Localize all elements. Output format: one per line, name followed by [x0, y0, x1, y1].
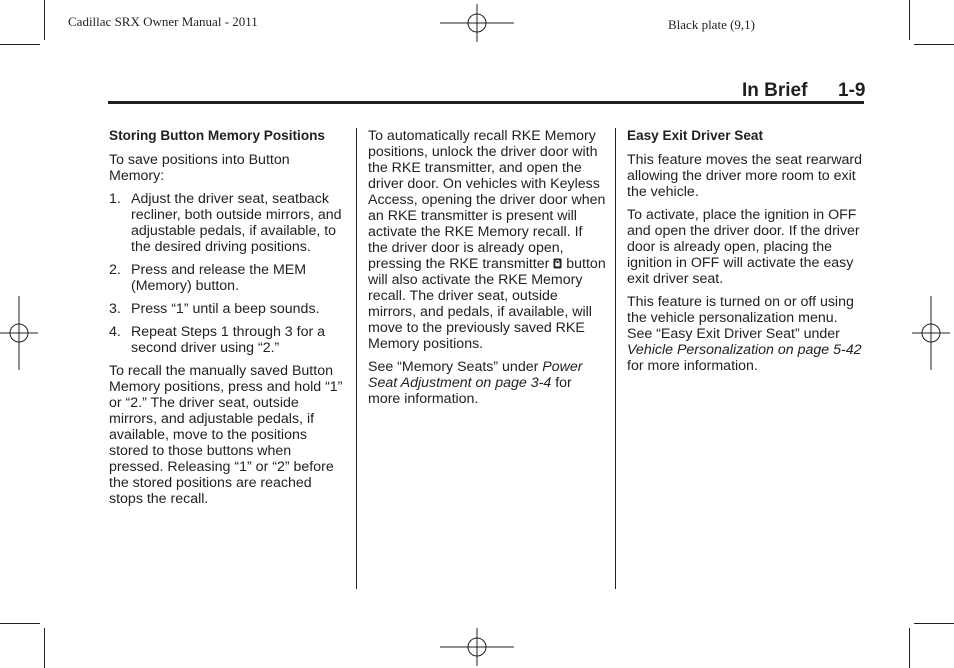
column-divider: [615, 128, 616, 589]
text-span: button will also activate the RKE Memory recall. The driver seat, outside mirrors, and pedals, if available, will move to the previously saved RKE Memory positions.: [368, 256, 606, 352]
registration-mark-icon: [912, 296, 950, 370]
list-item: [109, 324, 345, 356]
column-divider: [356, 128, 357, 589]
text-span: To automatically recall RKE Memory positions, unlock the driver door with the RKE transmitter, and open the driver door. On vehicles with Keyless Access, opening the driver door when an RKE transmitter is present will activate the RKE Memory recall. If the driver door is already open, pressing the RKE transmitter: [368, 128, 606, 272]
registration-mark-icon: [440, 4, 514, 42]
paragraph: To recall the manually saved Button Memory positions, press and hold “1” or “2.” The driver seat, outside mirrors, and adjustable pedals, if available, move to the positions stored to those buttons when pressed. Releasing “1” or “2” before the stored positions are reached stops the recall.: [109, 363, 343, 507]
crop-mark: [0, 623, 40, 624]
crop-mark: [44, 628, 45, 668]
paragraph: [368, 128, 606, 352]
cross-reference-link[interactable]: Power Seat Adjustment on page 3-4: [368, 359, 583, 391]
section-heading: Storing Button Memory Positions: [109, 128, 325, 143]
crop-mark: [0, 44, 40, 45]
section-title: In Brief: [742, 80, 808, 101]
crop-mark: [909, 628, 910, 668]
list-item: [109, 301, 345, 317]
step-text: Repeat Steps 1 through 3 for a second driver using “2.”: [131, 324, 326, 356]
cross-reference-link[interactable]: Vehicle Personalization on page 5-42: [627, 342, 862, 358]
registration-mark-icon: [0, 296, 38, 370]
list-item: [109, 191, 345, 255]
list-item: [109, 262, 345, 294]
column-3: [627, 128, 865, 381]
paragraph: [368, 359, 606, 407]
lock-icon: [553, 258, 562, 269]
text-span: for more information.: [627, 358, 758, 374]
step-text: Adjust the driver seat, seatback recliner, both outside mirrors, and adjustable pedals, if available, to the desired driving positions.: [131, 191, 342, 255]
section-heading: Easy Exit Driver Seat: [627, 128, 764, 143]
text-span: See “Memory Seats” under: [368, 359, 543, 375]
step-text: Press and release the MEM (Memory) button.: [131, 262, 307, 294]
header-rule: [108, 101, 864, 104]
column-1: [109, 128, 345, 514]
page-number: 1-9: [838, 80, 866, 101]
crop-mark: [44, 0, 45, 40]
crop-mark: [914, 623, 954, 624]
step-number: 2.: [109, 262, 121, 278]
step-number: 1.: [109, 191, 121, 207]
paragraph: To activate, place the ignition in OFF and open the driver door. If the driver door is already open, placing the ignition in OFF will activate the easy exit driver seat.: [627, 207, 860, 287]
registration-mark-icon: [440, 628, 514, 666]
crop-mark: [914, 44, 954, 45]
text-span: for more information.: [368, 375, 572, 407]
text-span: This feature is turned on or off using the vehicle personalization menu. See “Easy Exit Driver Seat” under: [627, 294, 854, 342]
step-number: 4.: [109, 324, 121, 340]
crop-mark: [909, 0, 910, 40]
paragraph: To save positions into Button Memory:: [109, 152, 290, 184]
paragraph: This feature moves the seat rearward allowing the driver more room to exit the vehicle.: [627, 152, 862, 200]
paragraph: [627, 294, 865, 374]
manual-title: Cadillac SRX Owner Manual - 2011: [68, 14, 258, 29]
plate-label: Black plate (9,1): [668, 17, 755, 32]
step-number: 3.: [109, 301, 121, 317]
step-list: [109, 191, 345, 356]
step-text: Press “1” until a beep sounds.: [131, 301, 320, 317]
column-2: [368, 128, 606, 414]
